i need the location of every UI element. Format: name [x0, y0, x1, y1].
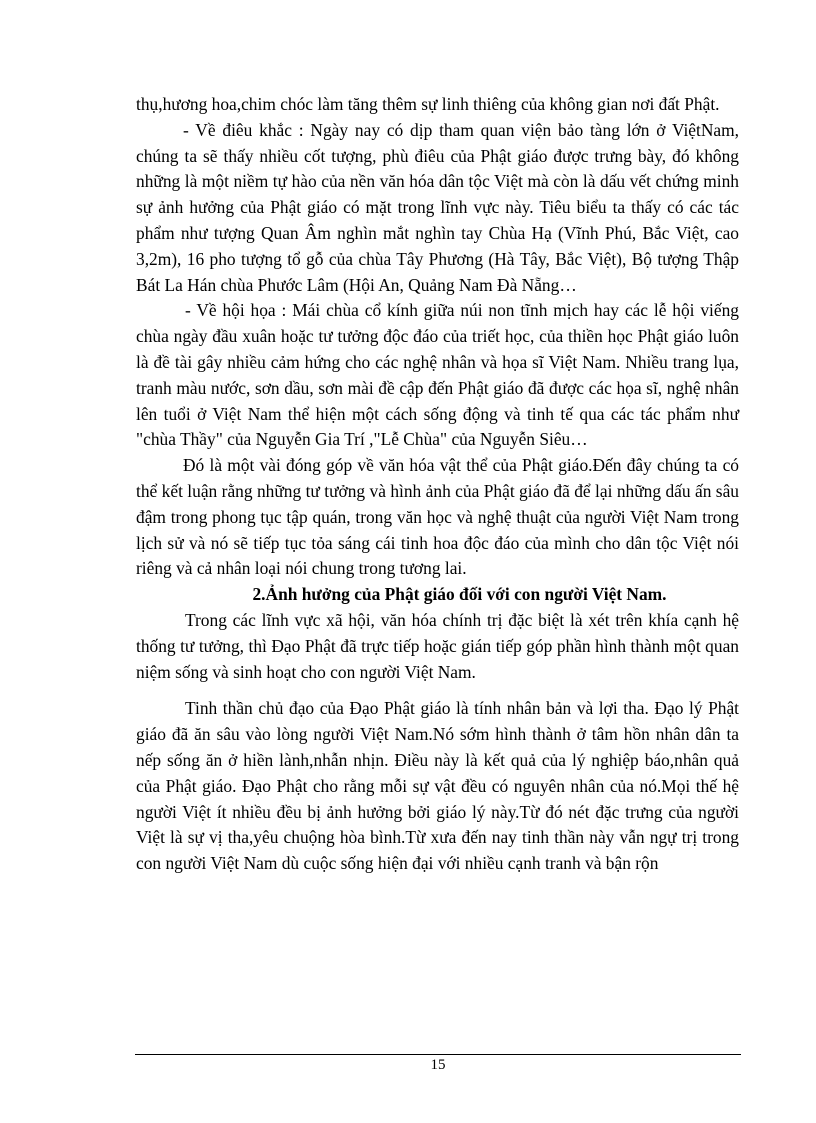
page-number: 15 [430, 1057, 446, 1073]
paragraph-humanism: Tinh thần chủ đạo của Đạo Phật giáo là tính nhân bản và lợi tha. Đạo lý Phật giáo đã ăn sâu vào lòng người Việt Nam.Nó sớm hình thành ở tâm hồn nhân dân ta nếp sống ăn ở hiền lành,nhẫn nhịn. Điều này là kết quả của lý nghiệp báo,nhân quả của Phật giáo. Đạo Phật cho rằng mỗi sự vật đều có nguyên nhân của nó.Mọi thế hệ người Việt ít nhiều đều bị ảnh hưởng bởi giáo lý này.Từ đó nét đặc trưng của người Việt là sự vị tha,yêu chuộng hòa bình.Từ xưa đến nay tinh thần này vẫn ngự trị trong con người Việt Nam dù cuộc sống hiện đại với nhiều cạnh tranh và bận rộn [136, 698, 739, 874]
paragraph-intro-continuation: thụ,hương hoa,chim chóc làm tăng thêm sự linh thiêng của không gian nơi đất Phật. [136, 94, 720, 114]
paragraph-sculpture: - Về điêu khắc : Ngày nay có dịp tham quan viện bảo tàng lớn ở ViệtNam, chúng ta sẽ thấy nhiều cốt tượng, phù điêu của Phật giáo được trưng bày, đó không những là một niềm tự hào của nền văn hóa dân tộc Việt mà còn là dấu vết chứng minh sự ảnh hưởng của Phật giáo có mặt trong lĩnh vực này. Tiêu biểu ta thấy có các tác phẩm như tượng Quan Âm nghìn mắt nghìn tay Chùa Hạ (Vĩnh Phú, Bắc Việt, cao 3,2m), 16 pho tượng tổ gỗ của chùa Tây Phương (Hà Tây, Bắc Việt), Bộ tượng Thập Bát La Hán chùa Phước Lâm (Hội An, Quảng Nam Đà Nẵng… [136, 119, 739, 295]
paragraph-painting: - Về hội họa : Mái chùa cổ kính giữa núi non tĩnh mịch hay các lễ hội viếng chùa ngày đầu xuân hoặc tư tưởng độc đáo của triết học, của thiền học Phật giáo luôn là đề tài gây nhiều cảm hứng cho các nghệ nhân và họa sĩ Việt Nam. Nhiều trang lụa, tranh màu nước, sơn dầu, sơn mài đề cập đến Phật giáo đã được các họa sĩ, nghệ nhân lên tuổi ở Việt Nam thể hiện một cách sống động và tinh tế qua các tác phẩm như "chùa Thầy" của Nguyễn Gia Trí ,"Lễ Chùa" của Nguyễn Siêu… [136, 300, 739, 450]
section-heading: 2.Ảnh hưởng của Phật giáo đối với con người Việt Nam. [252, 584, 667, 605]
paragraph-conclusion: Đó là một vài đóng góp về văn hóa vật thể của Phật giáo.Đến đây chúng ta có thể kết luận rằng những tư tưởng và hình ảnh của Phật giáo đã để lại những dấu ấn sâu đậm trong phong tục tập quán, trong văn học và nghệ thuật của người Việt Nam trong lịch sử và nó sẽ tiếp tục tỏa sáng cái tinh hoa độc đáo của mình cho dân tộc Việt nói riêng và cả nhân loại nói chung trong tương lai. [136, 455, 739, 579]
document-body [136, 92, 739, 877]
paragraph-influence-intro: Trong các lĩnh vực xã hội, văn hóa chính trị đặc biệt là xét trên khía cạnh hệ thống tư tưởng, thì Đạo Phật đã trực tiếp hoặc gián tiếp góp phần hình thành một quan niệm sống và sinh hoạt cho con người Việt Nam. [136, 609, 739, 682]
